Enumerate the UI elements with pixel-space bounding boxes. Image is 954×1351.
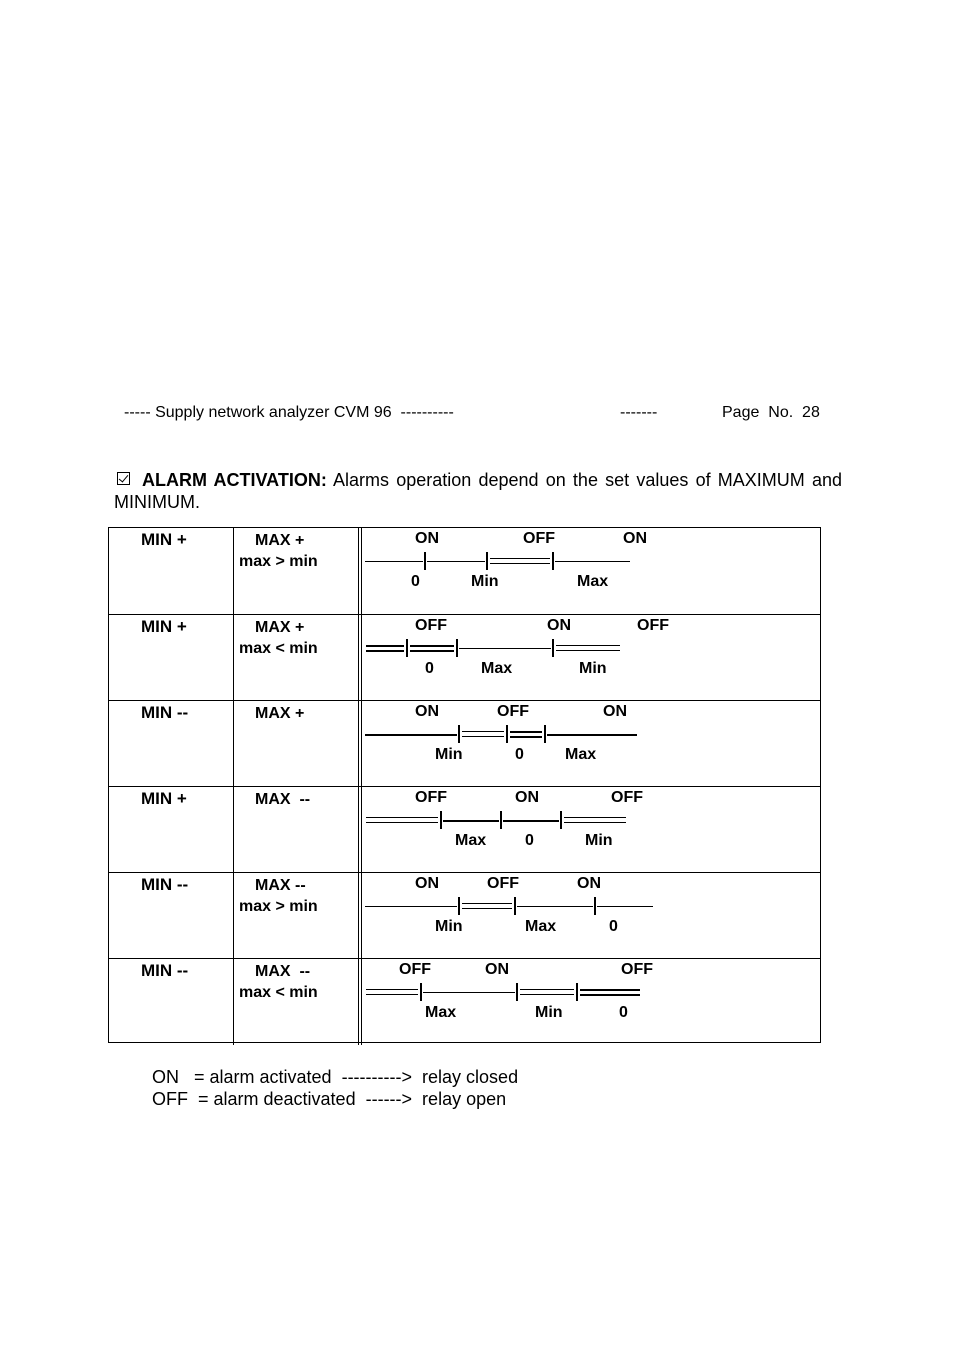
threshold-label: 0 — [411, 573, 420, 590]
min-setting: MIN -- — [141, 703, 189, 722]
state-label: ON — [415, 703, 439, 720]
header-dashes: ------- — [620, 404, 658, 421]
max-setting — [239, 530, 354, 572]
min-setting: MIN + — [141, 530, 187, 549]
threshold-label: Min — [435, 918, 463, 935]
line-segment-double — [461, 901, 513, 911]
state-diagram — [365, 875, 815, 955]
column-divider — [233, 615, 234, 701]
page-header — [124, 404, 844, 424]
threshold-label: 0 — [619, 1004, 628, 1021]
min-setting: MIN + — [141, 789, 187, 808]
section-heading: ALARM ACTIVATION: — [142, 470, 327, 490]
state-label: ON — [577, 875, 601, 892]
line-segment-single — [547, 729, 637, 739]
intro-paragraph — [114, 469, 842, 513]
state-label: ON — [515, 789, 539, 806]
threshold-tick — [552, 552, 554, 570]
line-segment-double — [509, 729, 543, 739]
column-divider — [233, 701, 234, 787]
state-label: OFF — [611, 789, 643, 806]
state-label: OFF — [523, 530, 555, 547]
threshold-tick — [560, 811, 562, 829]
line-segment-single — [517, 901, 593, 911]
column-divider — [358, 701, 359, 787]
max-label: MAX + — [255, 705, 305, 722]
state-labels — [365, 617, 815, 637]
state-label: OFF — [487, 875, 519, 892]
threshold-tick — [458, 725, 460, 743]
relay-line — [365, 896, 653, 916]
legend-off: OFF = alarm deactivated ------> relay open — [152, 1089, 507, 1109]
alarm-table — [108, 527, 821, 1043]
max-label: MAX + — [255, 619, 305, 636]
table-row — [109, 528, 820, 614]
max-setting — [239, 703, 354, 724]
threshold-label: 0 — [525, 832, 534, 849]
max-label: MAX -- — [255, 791, 311, 808]
relay-line — [365, 810, 627, 830]
column-divider — [361, 701, 362, 787]
max-setting — [239, 875, 354, 917]
state-diagram — [365, 530, 815, 610]
column-divider — [233, 873, 234, 959]
state-label: ON — [485, 961, 509, 978]
threshold-tick — [552, 639, 554, 657]
column-divider — [361, 787, 362, 873]
table-row — [109, 786, 820, 873]
checkbox-icon — [117, 472, 130, 485]
state-label: ON — [415, 875, 439, 892]
threshold-label: Min — [535, 1004, 563, 1021]
state-label: OFF — [399, 961, 431, 978]
state-labels — [365, 530, 815, 550]
state-label: ON — [547, 617, 571, 634]
line-segment-single — [503, 815, 559, 825]
threshold-tick — [406, 639, 408, 657]
threshold-tick — [514, 897, 516, 915]
max-label: MAX -- — [255, 877, 306, 894]
line-segment-double — [461, 729, 505, 739]
relay-line — [365, 551, 630, 571]
state-diagram — [365, 961, 815, 1041]
threshold-tick — [458, 897, 460, 915]
line-segment-single — [365, 556, 423, 566]
threshold-label: Min — [579, 660, 607, 677]
threshold-label: Min — [585, 832, 613, 849]
relay-line — [365, 638, 621, 658]
min-setting: MIN + — [141, 617, 187, 636]
threshold-tick — [594, 897, 596, 915]
line-segment-double — [579, 987, 641, 997]
state-label: ON — [603, 703, 627, 720]
threshold-labels — [365, 1004, 815, 1024]
line-segment-single — [365, 729, 457, 739]
relay-line — [365, 982, 641, 1002]
column-divider — [361, 959, 362, 1045]
threshold-label: Max — [577, 573, 609, 590]
threshold-label: Max — [525, 918, 557, 935]
line-segment-single — [555, 556, 630, 566]
threshold-labels — [365, 660, 815, 680]
state-diagram — [365, 789, 815, 869]
max-condition: max < min — [239, 984, 318, 1001]
line-segment-double — [519, 987, 575, 997]
threshold-tick — [506, 725, 508, 743]
state-labels — [365, 875, 815, 895]
table-row — [109, 614, 820, 701]
max-label: MAX -- — [255, 963, 311, 980]
column-divider — [358, 873, 359, 959]
line-segment-single — [365, 901, 457, 911]
relay-line — [365, 724, 637, 744]
column-divider — [358, 959, 359, 1045]
column-divider — [233, 959, 234, 1045]
state-label: OFF — [637, 617, 669, 634]
line-segment-double — [365, 643, 405, 653]
table-row — [109, 958, 820, 1045]
state-label: OFF — [497, 703, 529, 720]
column-divider — [358, 615, 359, 701]
state-labels — [365, 789, 815, 809]
threshold-label: 0 — [609, 918, 618, 935]
threshold-labels — [365, 573, 815, 593]
page-number: Page No. 28 — [722, 404, 820, 421]
max-condition: max > min — [239, 553, 318, 570]
min-setting: MIN -- — [141, 875, 189, 894]
intro-text: Alarms operation depend on the set values of MAXIMUM and MINIMUM. — [114, 470, 842, 512]
state-diagram — [365, 617, 815, 697]
threshold-tick — [424, 552, 426, 570]
threshold-tick — [544, 725, 546, 743]
table-row — [109, 700, 820, 787]
threshold-tick — [486, 552, 488, 570]
threshold-labels — [365, 746, 815, 766]
line-segment-single — [443, 815, 499, 825]
threshold-tick — [420, 983, 422, 1001]
table-row — [109, 872, 820, 959]
line-segment-single — [427, 556, 485, 566]
legend — [152, 1066, 518, 1110]
max-label: MAX + — [255, 532, 305, 549]
threshold-label: 0 — [515, 746, 524, 763]
threshold-labels — [365, 832, 815, 852]
column-divider — [233, 787, 234, 873]
line-segment-single — [597, 901, 653, 911]
column-divider — [361, 528, 362, 614]
line-segment-double — [563, 815, 627, 825]
column-divider — [358, 528, 359, 614]
threshold-tick — [500, 811, 502, 829]
state-label: OFF — [415, 617, 447, 634]
max-setting — [239, 789, 354, 810]
legend-on: ON = alarm activated ----------> relay closed — [152, 1067, 519, 1087]
threshold-tick — [516, 983, 518, 1001]
header-title: ----- Supply network analyzer CVM 96 ---------- — [124, 404, 454, 421]
threshold-label: Max — [425, 1004, 457, 1021]
state-labels — [365, 703, 815, 723]
line-segment-double — [409, 643, 455, 653]
threshold-label: 0 — [425, 660, 434, 677]
state-diagram — [365, 703, 815, 783]
state-labels — [365, 961, 815, 981]
threshold-tick — [456, 639, 458, 657]
state-label: ON — [415, 530, 439, 547]
max-condition: max > min — [239, 898, 318, 915]
max-condition: max < min — [239, 640, 318, 657]
threshold-label: Max — [455, 832, 487, 849]
state-label: ON — [623, 530, 647, 547]
state-label: OFF — [415, 789, 447, 806]
column-divider — [358, 787, 359, 873]
line-segment-double — [555, 643, 621, 653]
threshold-tick — [576, 983, 578, 1001]
line-segment-double — [365, 987, 419, 997]
min-setting: MIN -- — [141, 961, 189, 980]
state-label: OFF — [621, 961, 653, 978]
threshold-label: Min — [435, 746, 463, 763]
line-segment-double — [365, 815, 439, 825]
threshold-labels — [365, 918, 815, 938]
line-segment-single — [459, 643, 551, 653]
line-segment-single — [423, 987, 515, 997]
threshold-label: Max — [565, 746, 597, 763]
threshold-label: Min — [471, 573, 499, 590]
threshold-label: Max — [481, 660, 513, 677]
line-segment-double — [489, 556, 551, 566]
column-divider — [233, 528, 234, 614]
max-setting — [239, 617, 354, 659]
max-setting — [239, 961, 354, 1003]
threshold-tick — [440, 811, 442, 829]
column-divider — [361, 615, 362, 701]
column-divider — [361, 873, 362, 959]
